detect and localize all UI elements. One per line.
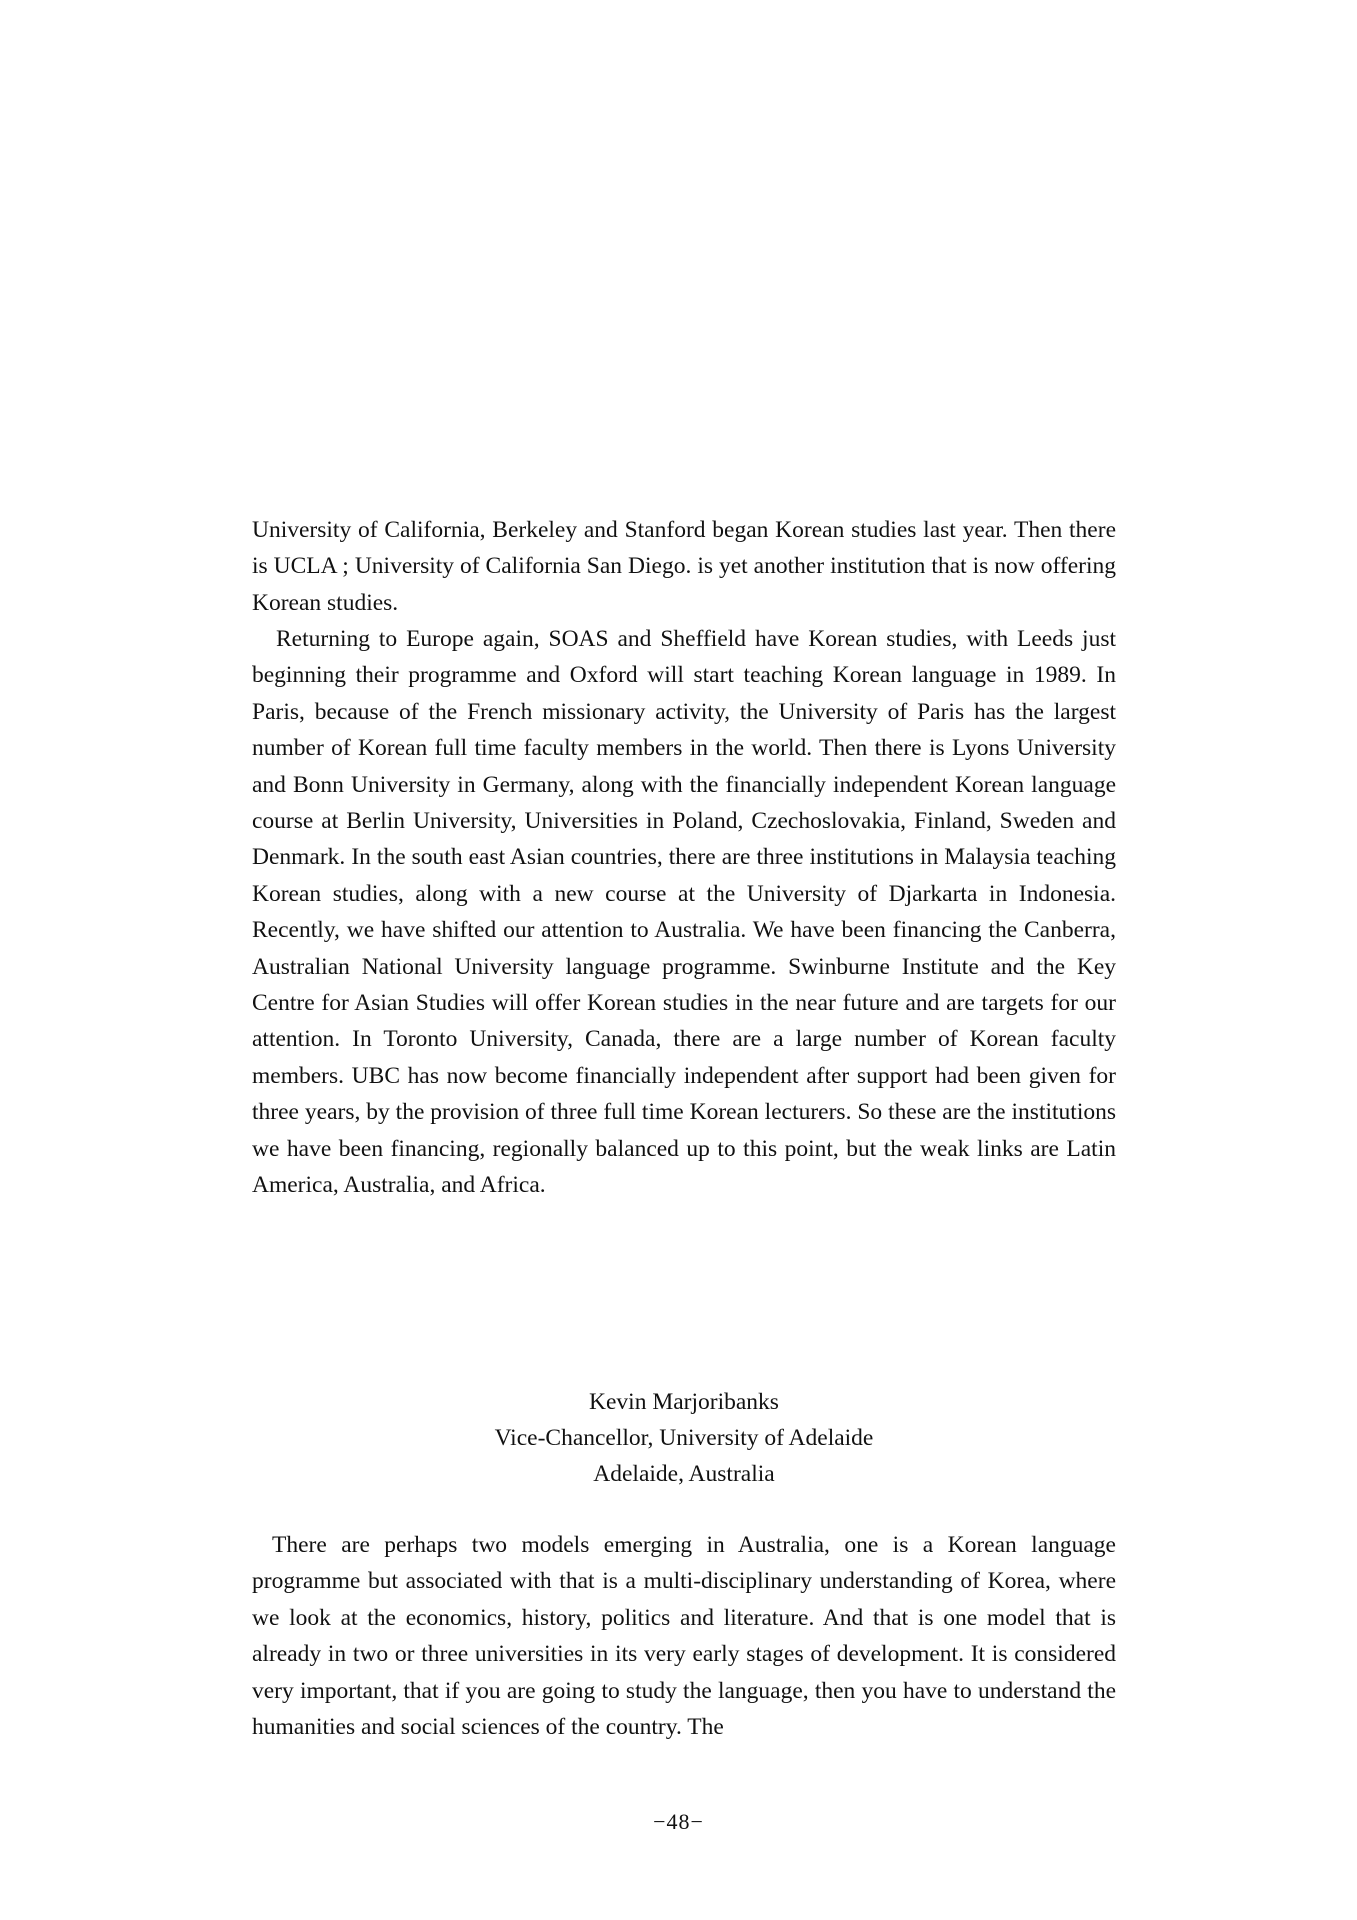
paragraph-us-universities: University of California, Berkeley and Stanford began Korean studies last year. Then there is UCLA ; University of California San Diego. is yet another institution that is now offering Korean studies. (252, 517, 1116, 616)
speaker-title: Vice-Chancellor, University of Adelaide (494, 1425, 874, 1451)
paragraph-australia-models: There are perhaps two models emerging in Australia, one is a Korean language programme but associated with that is a multi-disciplinary understanding of Korea, where we look at the economics, history, politics and literature. And that is one model that is already in two or three universities in its very early stages of development. It is considered very important, that if you are going to study the language, then you have to understand the humanities and social sciences of the country. The (252, 1532, 1116, 1741)
speaker-name: Kevin Marjoribanks (589, 1389, 779, 1415)
speaker-attribution (252, 1384, 1116, 1492)
speaker-location: Adelaide, Australia (593, 1461, 775, 1487)
page-number: −48− (653, 1809, 704, 1834)
paragraph-europe-asia-funding: Returning to Europe again, SOAS and Sheffield have Korean studies, with Leeds just beginning their programme and Oxford will start teaching Korean language in 1989. In Paris, because of the French missionary activity, the University of Paris has the largest number of Korean full time faculty members in the world. Then there is Lyons University and Bonn University in Germany, along with the financially independent Korean language course at Berlin University, Universities in Poland, Czechoslovakia, Finland, Sweden and Denmark. In the south east Asian countries, there are three institutions in Malaysia teaching Korean studies, along with a new course at the University of Djarkarta in Indonesia. Recently, we have shifted our attention to Australia. We have been financing the Canberra, Australian National University language programme. Swinburne Institute and the Key Centre for Asian Studies will offer Korean studies in the near future and are targets for our attention. In Toronto University, Canada, there are a large number of Korean faculty members. UBC has now become financially independent after support had been given for three years, by the provision of three full time Korean lecturers. So these are the institutions we have been financing, regionally balanced up to this point, but the weak links are Latin America, Australia, and Africa. (252, 626, 1116, 1199)
